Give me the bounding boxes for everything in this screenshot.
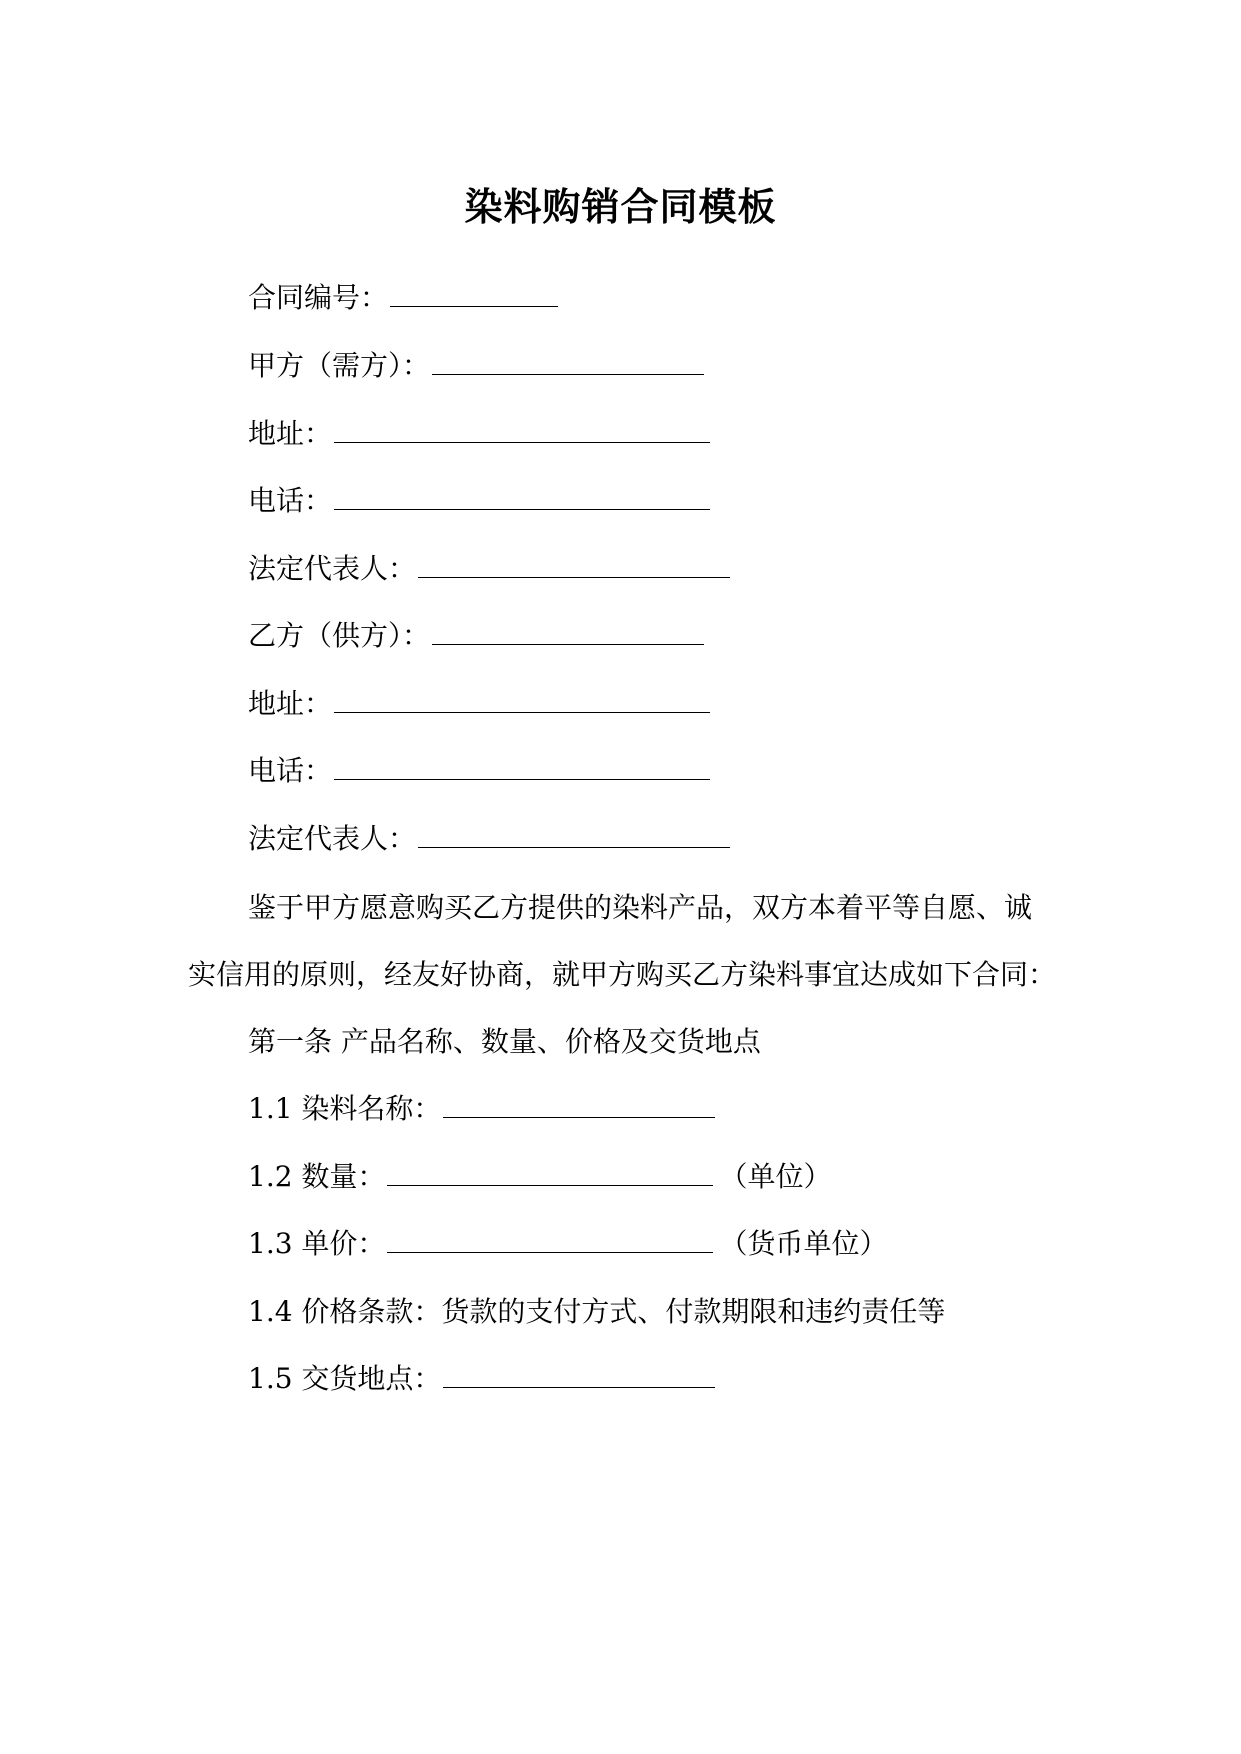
item-suffix: （货币单位） <box>719 1227 888 1260</box>
intro-paragraph-line-2: 实信用的原则，经友好协商，就甲方购买乙方染料事宜达成如下合同： <box>188 958 1057 991</box>
blank-line <box>334 414 710 443</box>
intro-paragraph-line-1: 鉴于甲方愿意购买乙方提供的染料产品，双方本着平等自愿、诚 <box>248 891 1033 924</box>
field-contract-number <box>248 278 558 318</box>
field-party-b-phone <box>248 751 710 791</box>
item-1-2 <box>248 1157 831 1197</box>
field-label: 法定代表人： <box>248 552 417 585</box>
blank-line <box>432 346 704 375</box>
item-suffix: （单位） <box>719 1160 832 1193</box>
field-party-b <box>248 616 704 656</box>
blank-line <box>387 1157 713 1186</box>
blank-line <box>334 481 710 510</box>
field-label: 法定代表人： <box>248 822 417 855</box>
field-label: 地址： <box>248 687 333 720</box>
field-label: 电话： <box>248 754 333 787</box>
field-label: 地址： <box>248 417 333 450</box>
item-label: 1.5 交货地点： <box>248 1362 442 1395</box>
item-1-5 <box>248 1359 715 1399</box>
item-1-1 <box>248 1089 715 1129</box>
blank-line <box>432 616 704 645</box>
field-label: 电话： <box>248 484 333 517</box>
field-label: 合同编号： <box>248 281 389 314</box>
item-label: 1.1 染料名称： <box>248 1092 442 1125</box>
blank-line <box>390 278 558 307</box>
blank-line <box>443 1359 715 1388</box>
blank-line <box>334 751 710 780</box>
blank-line <box>418 819 730 848</box>
field-party-b-address <box>248 684 710 724</box>
item-label: 1.2 数量： <box>248 1160 386 1193</box>
document-title: 染料购销合同模板 <box>464 184 777 229</box>
item-1-3 <box>248 1224 887 1264</box>
article-1-heading: 第一条 产品名称、数量、价格及交货地点 <box>248 1025 761 1058</box>
field-party-b-representative <box>248 819 730 859</box>
item-1-4 <box>248 1292 945 1332</box>
field-party-a-address <box>248 414 710 454</box>
field-label: 甲方（需方）： <box>248 349 431 382</box>
field-party-a-phone <box>248 481 710 521</box>
item-label: 1.3 单价： <box>248 1227 386 1260</box>
blank-line <box>334 684 710 713</box>
blank-line <box>418 549 730 578</box>
blank-line <box>387 1224 713 1253</box>
field-party-a-representative <box>248 549 730 589</box>
field-label: 乙方（供方）： <box>248 619 431 652</box>
blank-line <box>443 1089 715 1118</box>
item-label: 1.4 价格条款：货款的支付方式、付款期限和违约责任等 <box>248 1295 946 1328</box>
field-party-a <box>248 346 704 386</box>
